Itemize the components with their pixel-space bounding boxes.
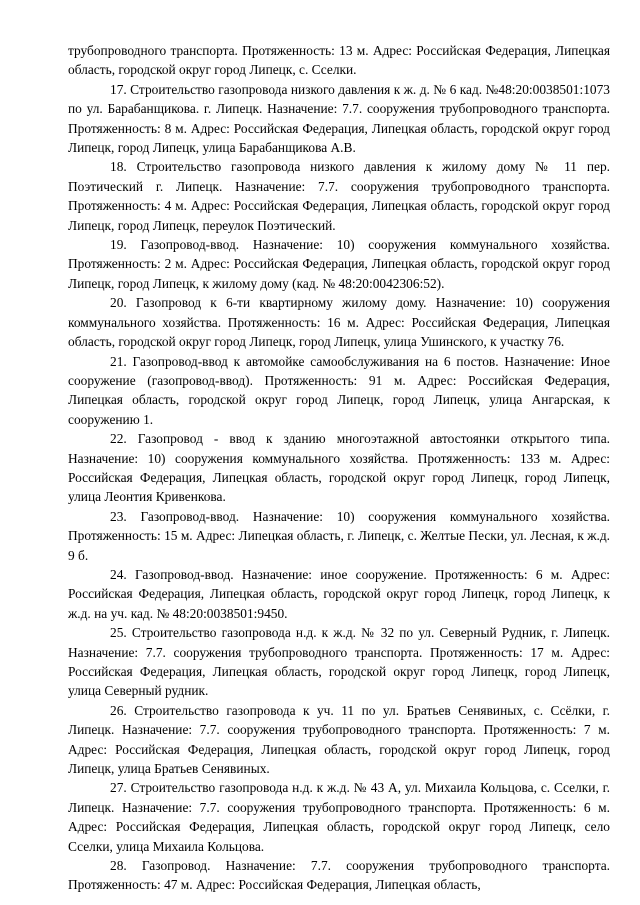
- paragraph-continuation: трубопроводного транспорта. Протяженность: 13 м. Адрес: Российская Федерация, Липецкая область, городской округ город Липецк, с. Сселки.: [68, 43, 610, 78]
- paragraph-item-24: 24. Газопровод-ввод. Назначение: иное сооружение. Протяженность: 6 м. Адрес: Российская Федерация, Липецкая область, городской округ город Липецк, город Липецк, к ж.д. на уч. кад. № 48:20:0038501:9450.: [68, 566, 610, 621]
- paragraph-item-25: 25. Строительство газопровода н.д. к ж.д. № 32 по ул. Северный Рудник, г. Липецк. Назначение: 7.7. сооружения трубопроводного транспорта. Протяженность: 17 м. Адрес: Российская Федерация, Липецкая область, городской округ город Липецк, город Липецк, улица Северный рудник.: [68, 625, 610, 699]
- paragraph-item-28: 28. Газопровод. Назначение: 7.7. сооружения трубопроводного транспорта. Протяженность: 47 м. Адрес: Российская Федерация, Липецкая область,: [68, 858, 610, 893]
- paragraph-item-19: 19. Газопровод-ввод. Назначение: 10) сооружения коммунального хозяйства. Протяженность: 2 м. Адрес: Российская Федерация, Липецкая область, городской округ город Липецк, город Липецк, к жилому дому (кад. № 48:20:0042306:52).: [68, 237, 610, 291]
- paragraph-item-23: 23. Газопровод-ввод. Назначение: 10) сооружения коммунального хозяйства. Протяженность: 15 м. Адрес: Липецкая область, г. Липецк, с. Желтые Пески, ул. Лесная, к ж.д. 9 б.: [68, 508, 610, 563]
- paragraph-item-22: 22. Газопровод - ввод к зданию многоэтажной автостоянки открытого типа. Назначение: 10) сооружения коммунального хозяйства. Протяженность: 133 м. Адрес: Российская Федерация, Липецкая область, городской округ город Липецк, город Липецк, улица Леонтия Кривенкова.: [68, 431, 610, 505]
- paragraph-item-21: 21. Газопровод-ввод к автомойке самообслуживания на 6 постов. Назначение: Иное сооружение (газопровод-ввод). Протяженность: 91 м. Адрес: Российская Федерация, Липецкая область, городской округ город Липецк, город Липецк, улица Ангарская, к сооружению 1.: [68, 353, 610, 427]
- paragraph-item-17: 17. Строительство газопровода низкого давления к ж. д. № 6 кад. №48:20:0038501:1073 по ул. Барабанщикова. г. Липецк. Назначение: 7.7. сооружения трубопроводного транспорта. Протяженность: 8 м. Адрес: Российская Федерация, Липецкая область, городской округ город Липецк, город Липецк, улица Барабанщикова А.В.: [68, 81, 610, 156]
- paragraph-item-20: 20. Газопровод к 6-ти квартирному жилому дому. Назначение: 10) сооружения коммунального хозяйства. Протяженность: 16 м. Адрес: Российская Федерация, Липецкая область, городской округ город Липецк, город Липецк, улица Ушинского, к участку 76.: [68, 295, 610, 350]
- paragraph-item-18: 18. Строительство газопровода низкого давления к жилому дому № 11 пер. Поэтический г. Липецк. Назначение: 7.7. сооружения трубопроводного транспорта. Протяженность: 4 м. Адрес: Российская Федерация, Липецкая область, городской округ город Липецк, город Липецк, переулок Поэтический.: [68, 159, 610, 233]
- paragraph-item-26: 26. Строительство газопровода к уч. 11 по ул. Братьев Сенявиных, с. Ссёлки, г. Липецк. Назначение: 7.7. сооружения трубопроводного транспорта. Протяженность: 7 м. Адрес: Российская Федерация, Липецкая область, городской округ город Липецк, город Липецк, улица Братьев Сенявиных.: [68, 702, 610, 777]
- paragraph-item-27: 27. Строительство газопровода н.д. к ж.д. № 43 А, ул. Михаила Кольцова, с. Сселки, г. Липецк. Назначение: 7.7. сооружения трубопроводного транспорта. Протяженность: 6 м. Адрес: Российская Федерация, Липецкая область, городской округ город Липецк, село Сселки, улица Михаила Кольцова.: [68, 780, 610, 854]
